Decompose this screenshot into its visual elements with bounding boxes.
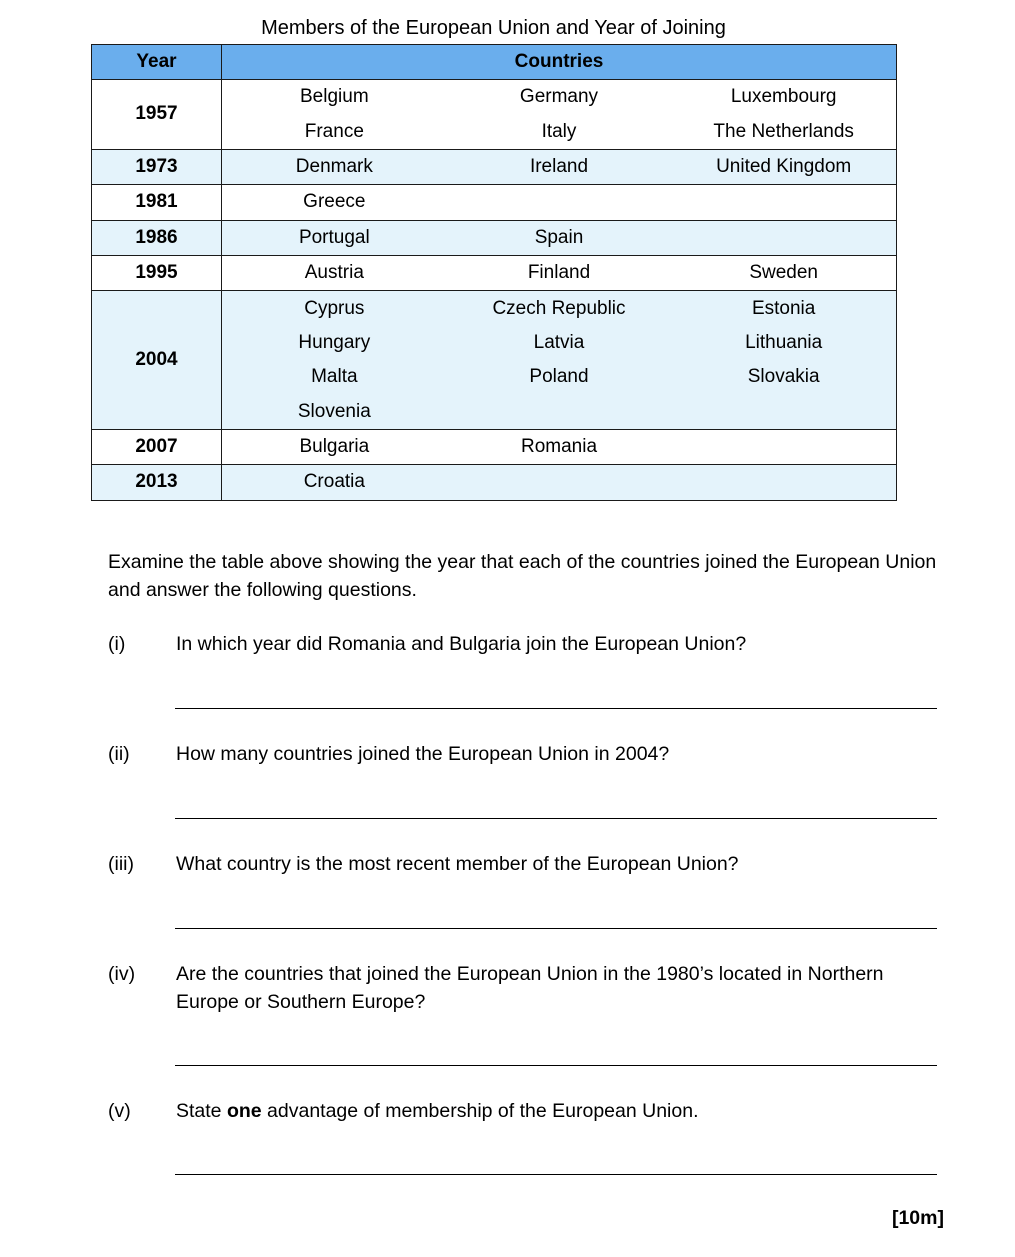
country-cell: Cyprus [304,297,365,319]
country-cell: Spain [534,226,584,248]
country-cell: Latvia [533,331,585,353]
country-cell: Estonia [751,297,816,319]
table-row-1995 [92,255,897,290]
question-number: (iv) [108,963,136,985]
question-number: (i) [108,633,126,655]
country-cell: Portugal [298,226,370,248]
country-cell: Lithuania [745,331,823,353]
year-cell: 1981 [92,185,222,220]
header-countries: Countries [222,45,897,80]
country-cell: Sweden [749,262,818,284]
answer-line-1[interactable] [175,708,937,709]
table-row-1957 [92,80,897,150]
question-text-emphasis: one [226,1100,262,1122]
question-text [176,1097,948,1125]
country-cell: Greece [303,191,366,213]
country-cell: Ireland [529,155,589,177]
country-cell: Bulgaria [299,436,370,458]
countries-cell [222,465,897,500]
year-cell: 1957 [92,80,222,150]
countries-cell [222,80,897,150]
table-row-2004 [92,291,897,430]
year-cell: 2013 [92,465,222,500]
question-text: In which year did Romania and Bulgaria join the European Union? [176,633,747,655]
answer-line-2[interactable] [175,818,937,819]
table-title: Members of the European Union and Year of Joining [261,17,726,39]
table-row-2013 [92,465,897,500]
year-cell: 2007 [92,429,222,464]
eu-members-table [91,44,897,501]
question-text: How many countries joined the European Union in 2004? [176,743,670,765]
table-row-1981 [92,185,897,220]
countries-cell [222,185,897,220]
country-cell: Luxembourg [730,86,837,108]
table-header-row [92,45,897,80]
question-text-start: State [176,1100,227,1122]
year-cell: 1973 [92,149,222,184]
question-text-end: advantage of membership of the European Union. [261,1100,699,1122]
country-cell: Finland [527,262,591,284]
countries-cell [222,291,897,430]
country-cell: Hungary [298,331,371,353]
marks-label: [10m] [891,1207,944,1229]
countries-cell [222,429,897,464]
question-number: (ii) [108,743,130,765]
country-cell: Belgium [300,86,369,108]
country-cell: Czech Republic [492,297,626,319]
countries-cell [222,220,897,255]
question-number: (iii) [108,853,134,875]
year-cell: 1986 [92,220,222,255]
instructions-text: Examine the table above showing the year that each of the countries joined the European Union and answer the following questions. [108,551,937,601]
header-year: Year [92,45,222,80]
answer-line-4[interactable] [175,1065,937,1066]
countries-cell [222,149,897,184]
table-row-1973 [92,149,897,184]
country-cell: Croatia [303,471,365,493]
country-cell: United Kingdom [716,155,852,177]
country-cell: Slovenia [297,400,371,422]
table-row-2007 [92,429,897,464]
country-cell: Italy [541,120,577,142]
question-text: What country is the most recent member of the European Union? [176,853,739,875]
answer-line-5[interactable] [175,1174,937,1175]
year-cell: 2004 [92,291,222,430]
country-cell: Austria [304,262,364,284]
country-cell: France [304,120,364,142]
question-text: Are the countries that joined the European Union in the 1980’s located in Northern Europe or Southern Europe? [176,963,884,1013]
country-cell: Slovakia [747,366,820,388]
country-cell: Denmark [295,155,373,177]
table-row-1986 [92,220,897,255]
country-cell: The Netherlands [713,120,854,142]
answer-line-3[interactable] [175,928,937,929]
country-cell: Poland [529,366,589,388]
year-cell: 1995 [92,255,222,290]
country-cell: Germany [519,86,599,108]
countries-cell [222,255,897,290]
country-cell: Romania [520,436,598,458]
country-cell: Malta [311,366,358,388]
question-number: (v) [108,1100,131,1122]
